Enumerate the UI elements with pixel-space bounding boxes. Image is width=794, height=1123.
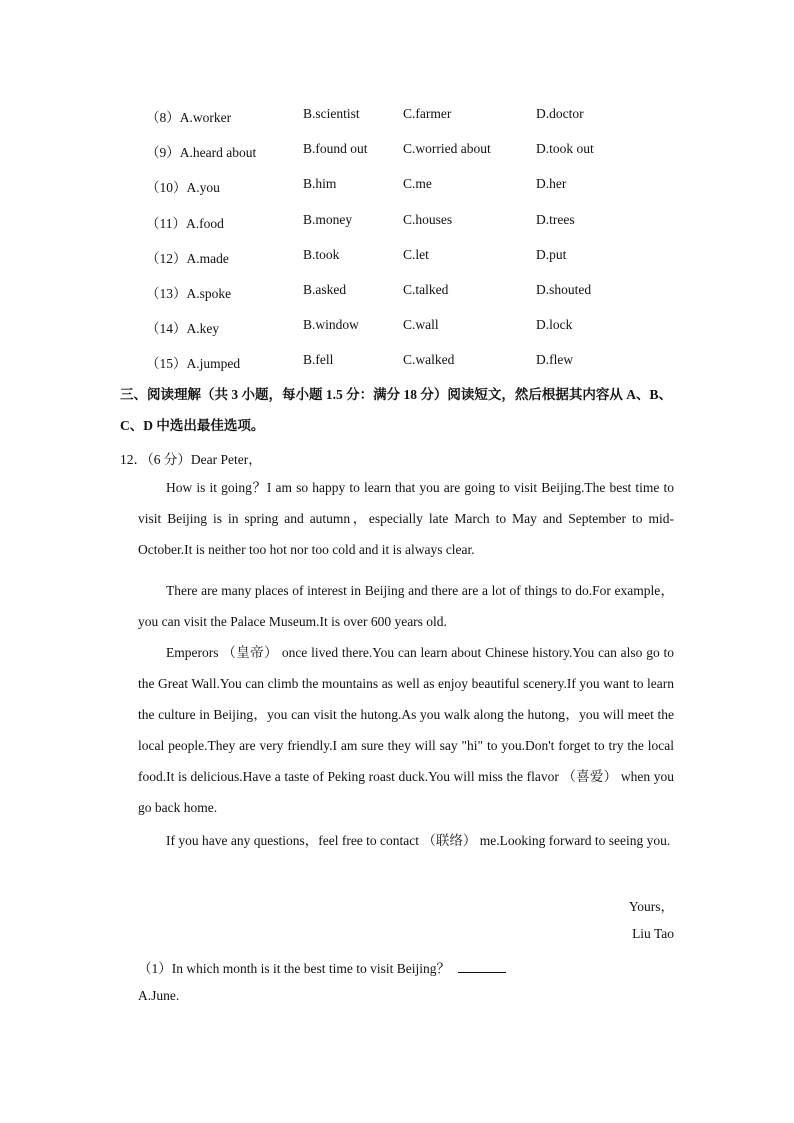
letter-paragraph-4-text: If you have any questions，feel free to contact （联络） me.Looking forward to seeing you. xyxy=(166,833,671,848)
letter-closing: Yours， xyxy=(628,899,674,914)
question-number: 12．（6 分）Dear Peter， xyxy=(120,452,262,467)
option-c: C.me xyxy=(403,176,432,192)
letter-paragraph-3-text: Emperors （皇帝） once lived there.You can learn about Chinese history.You can also go to the Great Wall.You can climb the mountains as well as enjoy beautiful scenery.If you want to learn the culture in Beijing，you can visit the hutong.As you walk along the hutong，you will meet the local people.They are very friendly.I am sure they will say "hi" to you.Don't forget to try the local food.It is delicious.Have a taste of Peking roast duck.You will miss the flavor （喜爱） when you go back home. xyxy=(138,645,674,815)
option-a: （8）A.worker xyxy=(146,110,232,125)
option-c: C.houses xyxy=(403,211,453,227)
section-heading: 三、阅读理解（共 3 小题，每小题 1.5 分：满分 18 分）阅读短文，然后根据其内容从 A、B、C、D 中选出最佳选项。 xyxy=(120,387,673,433)
option-row xyxy=(0,247,794,267)
answer-blank[interactable] xyxy=(458,958,506,973)
option-b: B.fell xyxy=(303,352,334,368)
option-c: C.let xyxy=(403,246,429,262)
letter-paragraph-4 xyxy=(138,825,674,856)
option-c: C.farmer xyxy=(403,106,452,121)
option-row xyxy=(0,106,794,126)
option-d: D.her xyxy=(536,176,567,192)
option-d: D.doctor xyxy=(536,106,584,121)
option-row xyxy=(0,317,794,337)
option-c: C.worried about xyxy=(403,141,491,157)
option-c: C.wall xyxy=(403,317,439,333)
option-b: B.money xyxy=(303,211,353,227)
option-a: （12）A.made xyxy=(146,250,229,266)
option-d: D.flew xyxy=(536,352,574,368)
letter-paragraph-3 xyxy=(138,637,674,823)
letter-paragraph-2-text: There are many places of interest in Beijing and there are a lot of things to do.For example，you can visit the Palace Museum.It is over 600 years old. xyxy=(138,583,674,629)
option-d: D.trees xyxy=(536,211,575,227)
option-a: （9）A.heard about xyxy=(146,145,257,161)
option-b: B.found out xyxy=(303,141,368,157)
option-a: （11）A.food xyxy=(146,215,224,231)
option-c: C.walked xyxy=(403,352,455,368)
sub-question-option-a: A.June. xyxy=(138,988,180,1003)
option-b: B.window xyxy=(303,317,359,333)
option-d: D.lock xyxy=(536,317,573,333)
option-d: D.took out xyxy=(536,141,594,157)
option-row xyxy=(0,212,794,232)
option-row xyxy=(0,352,794,372)
option-row xyxy=(0,176,794,196)
option-b: B.scientist xyxy=(303,106,360,121)
option-d: D.put xyxy=(536,246,567,262)
option-a: （10）A.you xyxy=(146,180,220,196)
option-c: C.talked xyxy=(403,282,449,297)
letter-paragraph-1-text: How is it going？I am so happy to learn that you are going to visit Beijing.The best time to visit Beijing is in spring and autumn，especially late March to May and September to mid-October.It is neither too hot nor too cold and it is always clear. xyxy=(138,480,674,557)
sub-question xyxy=(138,957,506,977)
option-b: B.asked xyxy=(303,282,347,297)
option-d: D.shouted xyxy=(536,282,592,297)
option-b: B.him xyxy=(303,176,337,192)
option-a: （13）A.spoke xyxy=(146,286,232,301)
option-row xyxy=(0,282,794,302)
option-b: B.took xyxy=(303,246,340,262)
letter-paragraph-2 xyxy=(138,575,674,637)
option-a: （14）A.key xyxy=(146,321,220,337)
sub-question-text: （1）In which month is it the best time to visit Beijing？ xyxy=(138,961,450,976)
option-a: （15）A.jumped xyxy=(146,356,241,372)
letter-paragraph-1 xyxy=(138,472,674,565)
letter-signature: Liu Tao xyxy=(632,926,674,941)
option-row xyxy=(0,141,794,161)
